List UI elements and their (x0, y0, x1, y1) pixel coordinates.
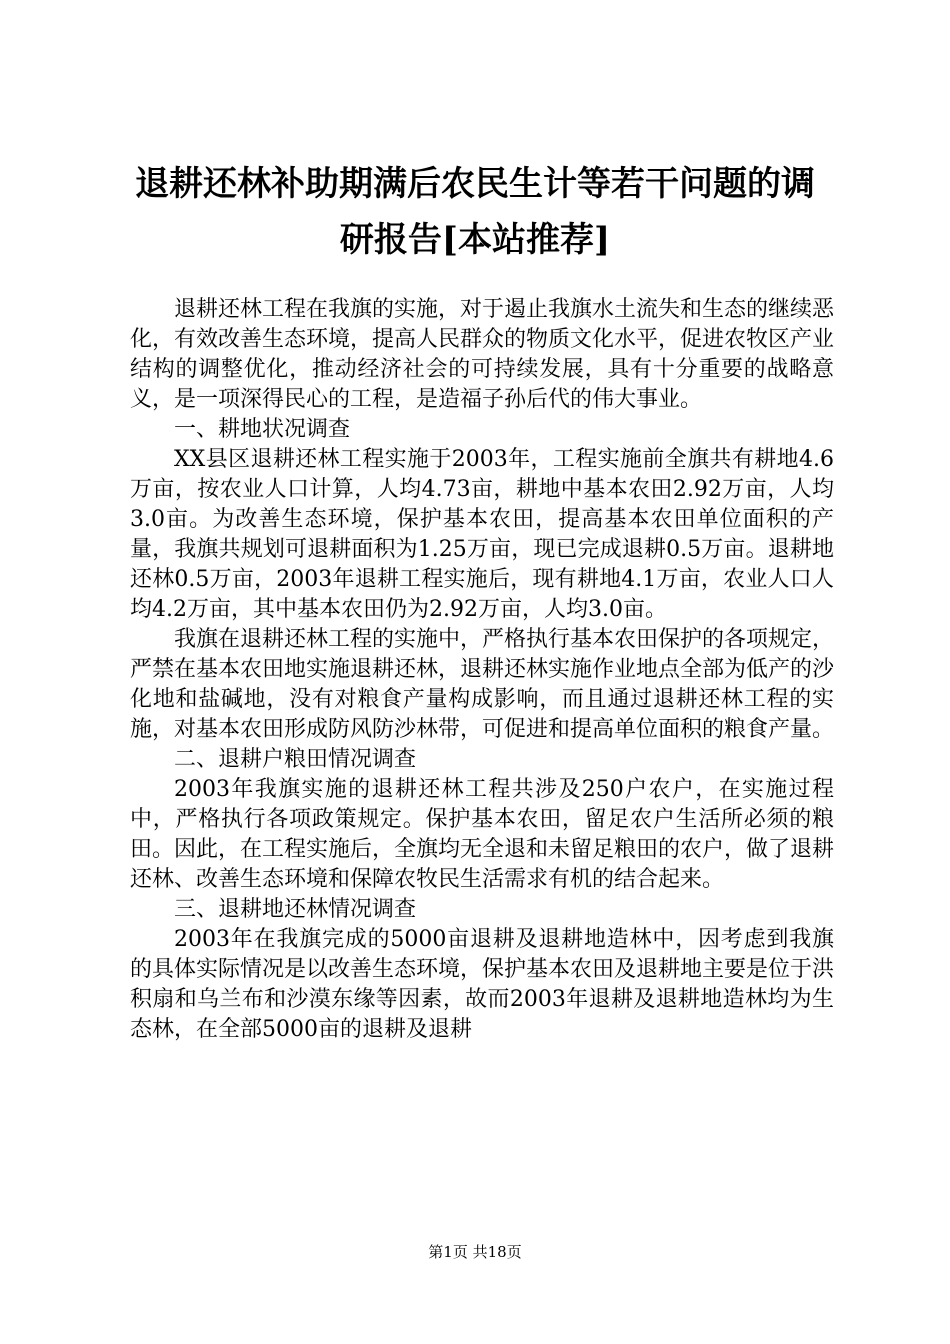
paragraph-farmland-protection: 我旗在退耕还林工程的实施中，严格执行基本农田保护的各项规定，严禁在基本农田地实施退耕还林，退耕还林实施作业地点全部为低产的沙化地和盐碱地，没有对粮食产量构成影响，而且通过退耕还林工程的实施，对基本农田形成防风防沙林带，可促进和提高单位面积的粮食产量。 (130, 627, 835, 742)
paragraph-household-grain-fields: 2003年我旗实施的退耕还林工程共涉及250户农户，在实施过程中，严格执行各项政策规定。保护基本农田，留足农户生活所必须的粮田。因此，在工程实施后，全旗均无全退和未留足粮田的农户，做了退耕还林、改善生态环境和保障农牧民生活需求有机的结合起来。 (130, 777, 835, 892)
paragraph-intro: 退耕还林工程在我旗的实施，对于遏止我旗水土流失和生态的继续恶化，有效改善生态环境，提高人民群众的物质文化水平，促进农牧区产业结构的调整优化，推动经济社会的可持续发展，具有十分重要的战略意义，是一项深得民心的工程，是造福子孙后代的伟大事业。 (130, 297, 835, 412)
section-heading-2: 二、退耕户粮田情况调查 (174, 747, 417, 772)
document-title-line-2: 研报告[本站推荐] (339, 220, 611, 260)
paragraph-farmland-status: XX县区退耕还林工程实施于2003年，工程实施前全旗共有耕地4.6万亩，按农业人口计算，人均4.73亩，耕地中基本农田2.92万亩，人均3.0亩。为改善生态环境，保护基本农田，提高基本农田单位面积的产量，我旗共规划可退耕面积为1.25万亩，现已完成退耕0.5万亩。退耕地还林0.5万亩，2003年退耕工程实施后，现有耕地4.1万亩，农业人口人均4.2万亩，其中基本农田仍为2.92万亩，人均3.0亩。 (130, 447, 834, 622)
paragraph-afforestation: 2003年在我旗完成的5000亩退耕及退耕地造林中，因考虑到我旗的具体实际情况是以改善生态环境，保护基本农田及退耕地主要是位于洪积扇和乌兰布和沙漠东缘等因素，故而2003年退耕及退耕地造林均为生态林，在全部5000亩的退耕及退耕 (130, 927, 835, 1042)
page-footer: 第1页 共18页 (428, 1243, 522, 1261)
document-body (130, 295, 834, 1045)
section-heading-3: 三、退耕地还林情况调查 (174, 897, 417, 922)
document-title-line-1: 退耕还林补助期满后农民生计等若干问题的调 (135, 164, 815, 204)
section-heading-1: 一、耕地状况调查 (174, 417, 351, 442)
